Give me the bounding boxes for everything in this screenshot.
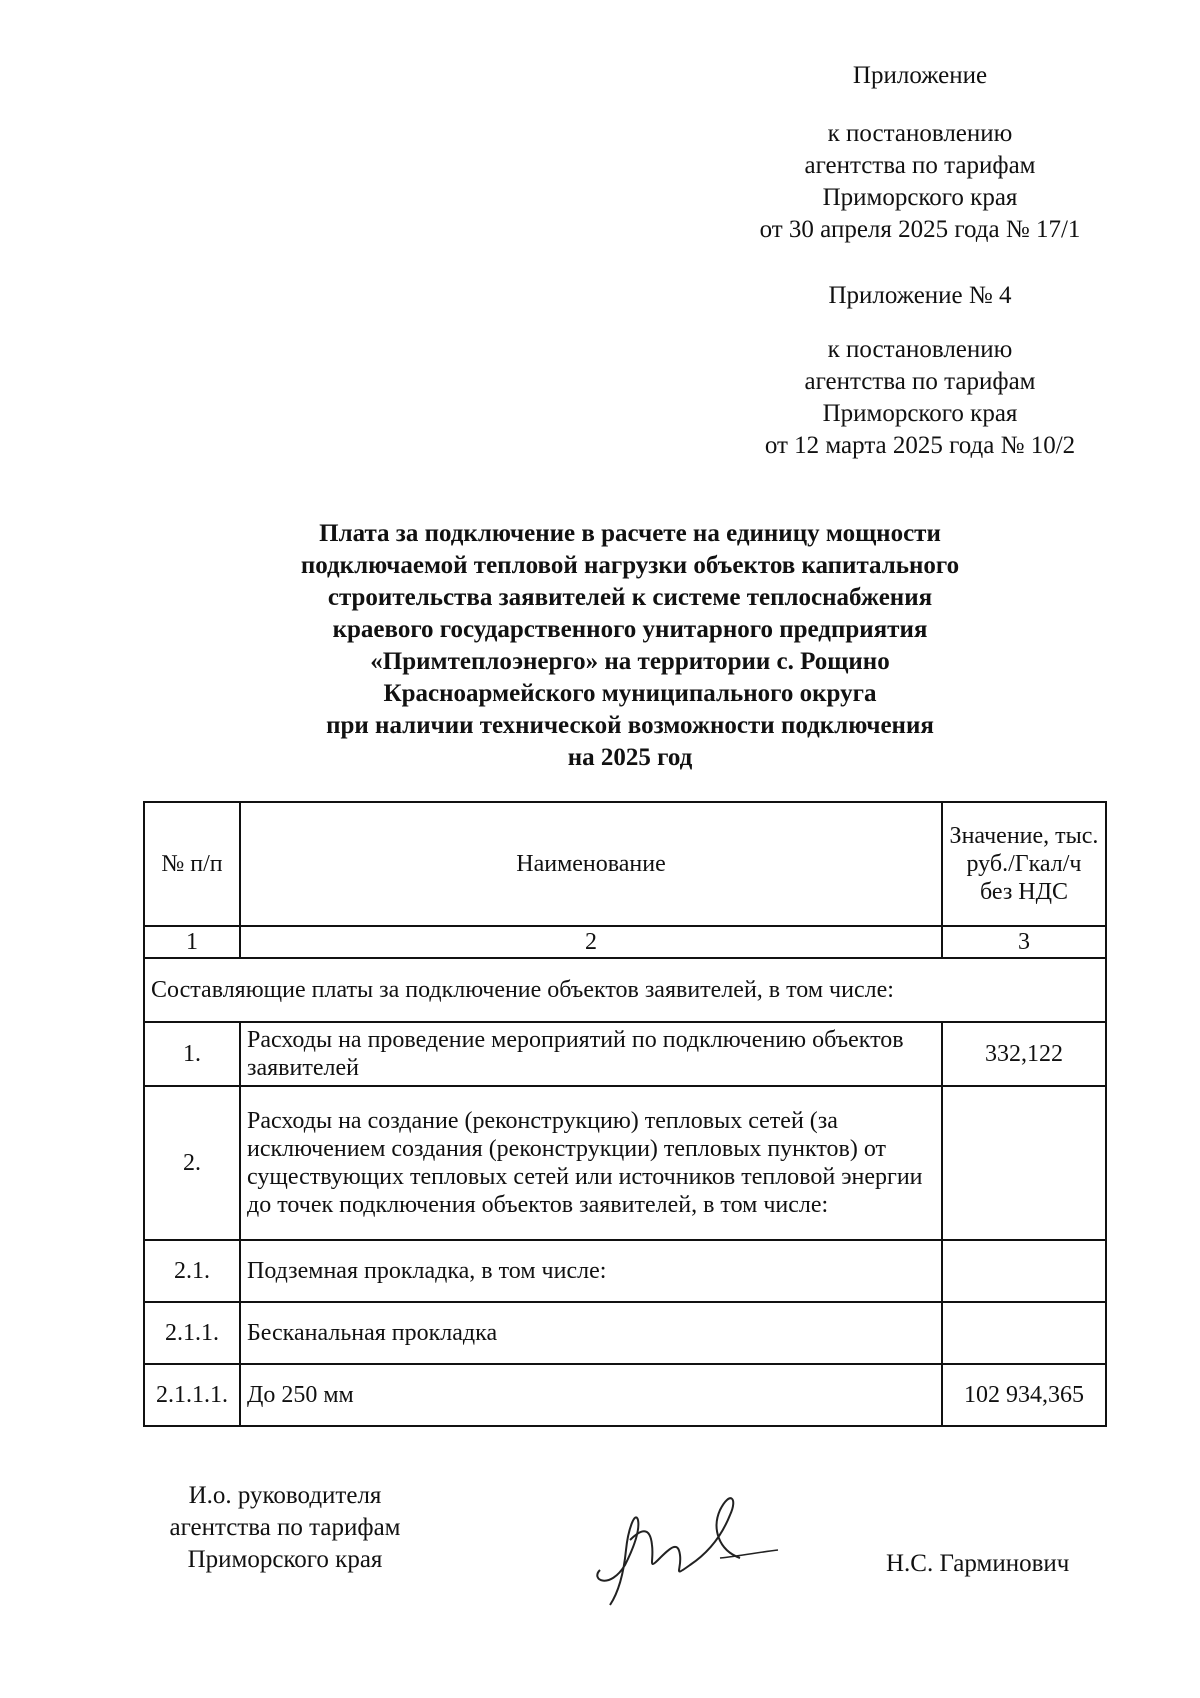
appendix4-line: Приморского края xyxy=(822,400,1018,427)
appendix4-line: агентства по тарифам xyxy=(804,368,1036,395)
row-number: 2.1.1. xyxy=(144,1302,240,1364)
row-name: Расходы на создание (реконструкцию) тепловых сетей (за исключением создания (реконструкции) тепловых пунктов) от существующих тепловых сетей или источников тепловой энергии до точек подключения объектов заявителей, в том числе: xyxy=(240,1086,942,1240)
row-value: 102 934,365 xyxy=(942,1364,1106,1426)
table-row xyxy=(144,1302,1106,1364)
title-line: строительства заявителей к системе теплоснабжения xyxy=(327,584,933,611)
document-title xyxy=(210,518,1050,774)
signatory-name: Н.С. Гарминович xyxy=(886,1550,1070,1577)
row-number: 2.1.1.1. xyxy=(144,1364,240,1426)
title-line: Красноармейского муниципального округа xyxy=(383,680,877,707)
appendix-line: от 30 апреля 2025 года № 17/1 xyxy=(759,216,1081,243)
title-line: на 2025 год xyxy=(567,744,693,771)
table-row xyxy=(144,1022,1106,1086)
appendix4-reference xyxy=(720,334,1120,462)
signatory-role-line: И.о. руководителя xyxy=(188,1482,382,1509)
appendix-reference xyxy=(720,118,1120,246)
handwritten-signature xyxy=(580,1470,780,1610)
header-value: Значение, тыс. руб./Гкал/ч без НДС xyxy=(942,802,1106,926)
title-line: Плата за подключение в расчете на единицу мощности xyxy=(319,520,941,547)
appendix-line: агентства по тарифам xyxy=(804,152,1036,179)
section-label: Составляющие платы за подключение объектов заявителей, в том числе: xyxy=(144,958,1106,1022)
table-header-row xyxy=(144,802,1106,926)
row-number: 2. xyxy=(144,1086,240,1240)
title-line: при наличии технической возможности подключения xyxy=(326,712,934,739)
column-number: 3 xyxy=(942,926,1106,958)
header-name: Наименование xyxy=(240,802,942,926)
appendix4-title xyxy=(720,280,1120,312)
column-number: 1 xyxy=(144,926,240,958)
row-name: Расходы на проведение мероприятий по подключению объектов заявителей xyxy=(240,1022,942,1086)
signatory-role xyxy=(140,1480,430,1576)
row-name: До 250 мм xyxy=(240,1364,942,1426)
column-numbers-row xyxy=(144,926,1106,958)
row-value xyxy=(942,1302,1106,1364)
row-name: Бесканальная прокладка xyxy=(240,1302,942,1364)
title-line: краевого государственного унитарного предприятия xyxy=(332,616,928,643)
title-line: подключаемой тепловой нагрузки объектов капитального xyxy=(300,552,960,579)
title-line: «Примтеплоэнерго» на территории с. Рощино xyxy=(370,648,890,675)
row-name: Подземная прокладка, в том числе: xyxy=(240,1240,942,1302)
appendix-line: Приморского края xyxy=(822,184,1018,211)
signatory-role-line: агентства по тарифам xyxy=(169,1514,401,1541)
appendix4-line: к постановлению xyxy=(827,336,1013,363)
tariff-table xyxy=(143,801,1107,1427)
row-number: 1. xyxy=(144,1022,240,1086)
table-row xyxy=(144,1086,1106,1240)
column-number: 2 xyxy=(240,926,942,958)
row-value xyxy=(942,1086,1106,1240)
appendix4-title-text: Приложение № 4 xyxy=(828,282,1012,309)
table-row xyxy=(144,1240,1106,1302)
row-value: 332,122 xyxy=(942,1022,1106,1086)
appendix-title xyxy=(720,60,1120,92)
appendix-line: к постановлению xyxy=(827,120,1013,147)
table-row xyxy=(144,1364,1106,1426)
row-number: 2.1. xyxy=(144,1240,240,1302)
section-row xyxy=(144,958,1106,1022)
appendix4-line: от 12 марта 2025 года № 10/2 xyxy=(764,432,1076,459)
header-number: № п/п xyxy=(144,802,240,926)
row-value xyxy=(942,1240,1106,1302)
signatory-role-line: Приморского края xyxy=(187,1546,383,1573)
appendix-title-text: Приложение xyxy=(852,62,988,89)
